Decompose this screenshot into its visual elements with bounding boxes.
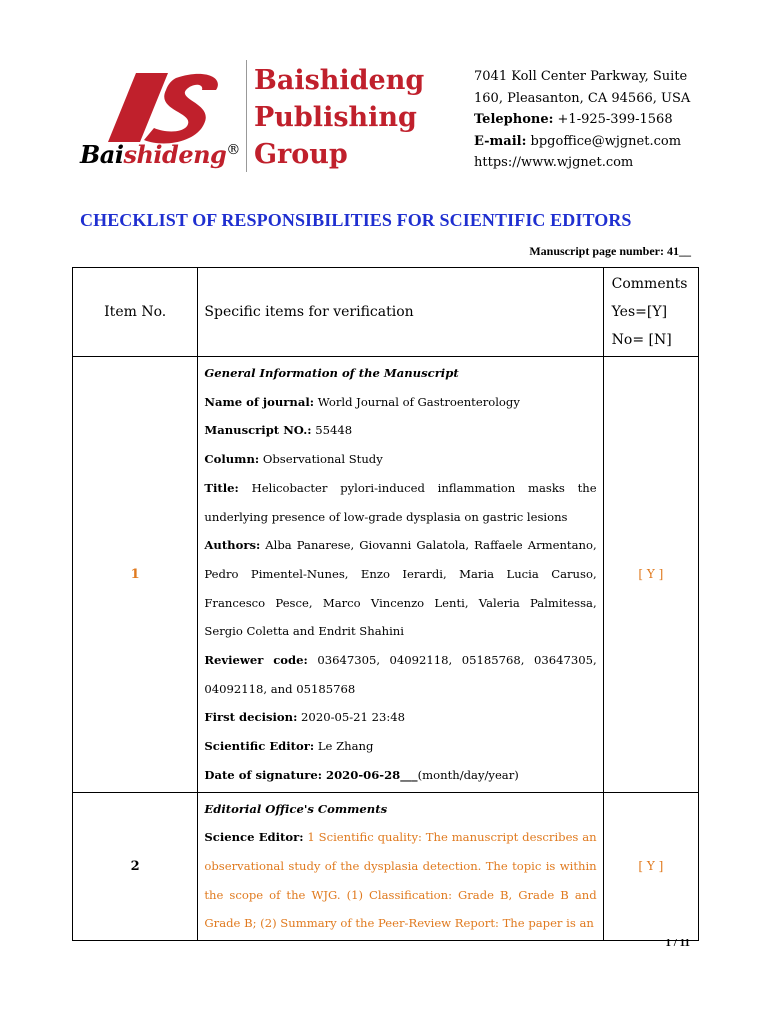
- item-number: 1: [73, 357, 198, 793]
- email-line: E-mail: bpgoffice@wjgnet.com: [474, 133, 682, 149]
- checklist-table: [72, 267, 699, 941]
- header-comments: Comments Yes=[Y] No= [N]: [603, 268, 698, 357]
- section-title: General Information of the Manuscript: [204, 366, 459, 380]
- address-line: 160, Pleasanton, CA 94566, USA: [474, 90, 691, 106]
- comment-value: [ Y ]: [603, 792, 698, 941]
- table-header-row: [73, 268, 699, 357]
- telephone-line: Telephone: +1-925-399-1568: [474, 112, 673, 127]
- document-title: CHECKLIST OF RESPONSIBILITIES FOR SCIENTIFIC EDITORS: [80, 210, 632, 230]
- general-information-cell: General Information of the Manuscript Name of journal: World Journal of Gastroenterology Manuscript NO.: 55448 Column: Observational Study Title: Helicobacter pylori-induced inflammation masks the underlying presence of low-grade dysplasia on gastric lesions Authors: Alba Panarese, Giovanni Galatola, Raffaele Armentano, Pedro Pimentel-Nunes, Enzo Ierardi, Maria Lucia Caruso, Francesco Pesce, Marco Vincenzo Lenti, Valeria Palmitessa, Sergio Coletta and Endrit Shahini Reviewer code: 03647305, 04092118, 05185768, 03647305, 04092118, and 05185768 First decision: 2020-05-21 23:48 Scientific Editor: Le Zhang Date of signature: 2020-06-28___(month/day/year): [198, 357, 603, 793]
- manuscript-page-number: Manuscript page number: 41__: [529, 244, 691, 258]
- editorial-comments-cell: Editorial Office's Comments Science Editor: 1 Scientific quality: The manuscript describes an observational study of the dysplasia detection. The topic is within the scope of the WJG. (1) Classification: Grade B, Grade B and Grade B; (2) Summary of the Peer-Review Report: The paper is an: [198, 792, 603, 941]
- page-number: 1 / 11: [665, 937, 690, 949]
- item-number: 2: [73, 792, 198, 941]
- header-divider: [246, 60, 247, 172]
- table-row: [73, 792, 699, 941]
- publisher-name: Baishideng Publishing Group: [254, 65, 425, 170]
- section-title: Editorial Office's Comments: [204, 801, 388, 816]
- website-line: https://www.wjgnet.com: [474, 155, 634, 170]
- address-line: 7041 Koll Center Parkway, Suite: [474, 69, 688, 84]
- baishideng-logo-icon: [106, 68, 226, 148]
- header-item-no: Item No.: [73, 268, 198, 357]
- letterhead: [78, 58, 698, 178]
- table-row: [73, 357, 699, 793]
- header-specific-items: Specific items for verification: [198, 268, 603, 357]
- comment-value: [ Y ]: [603, 357, 698, 793]
- brand-wordmark: Baishideng®: [80, 140, 240, 169]
- contact-block: [474, 66, 690, 174]
